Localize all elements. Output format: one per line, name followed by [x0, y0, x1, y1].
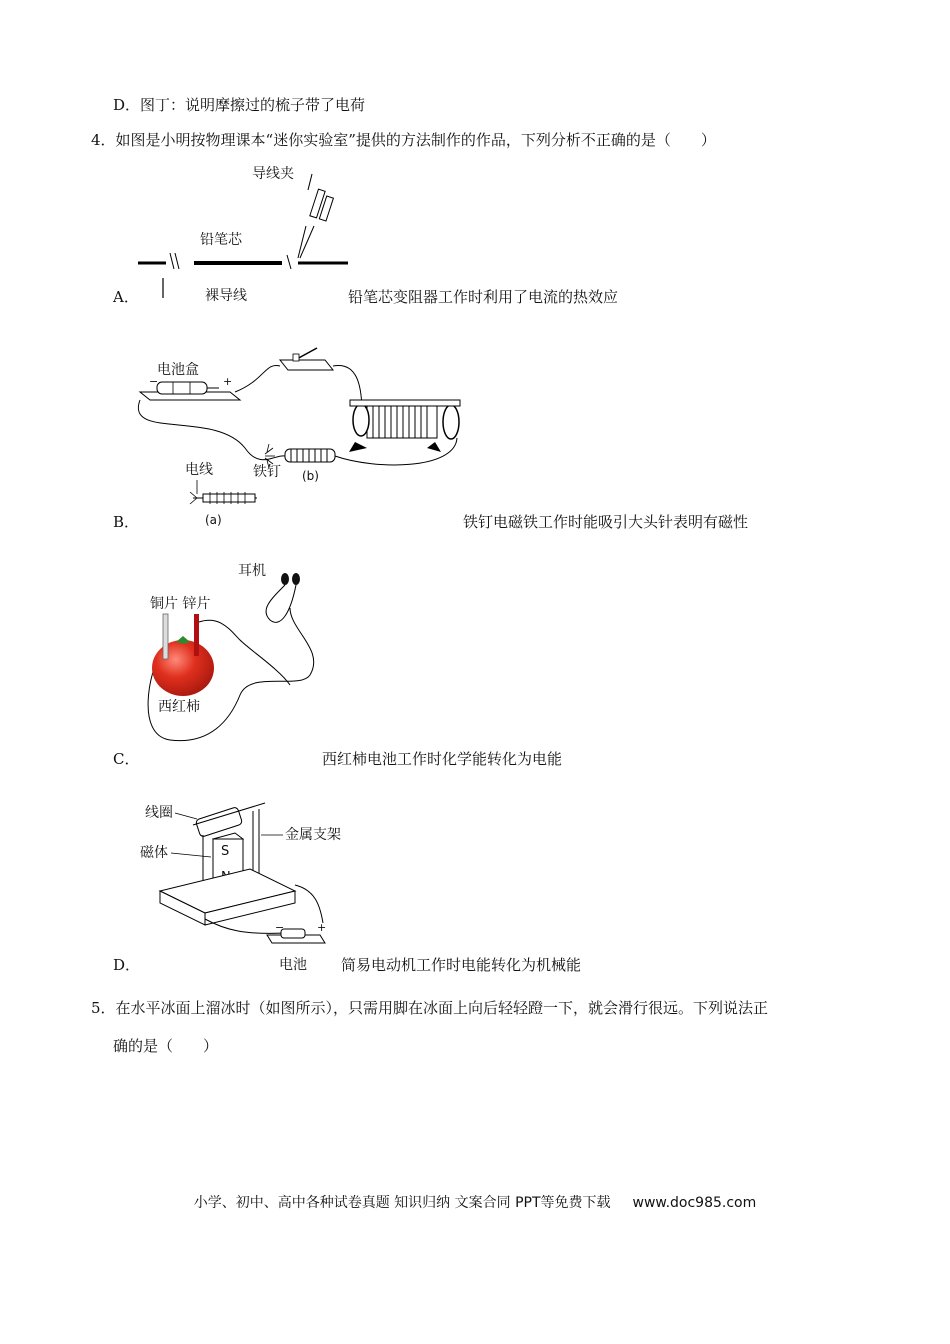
battery-box-label: 电池盒: [157, 362, 199, 378]
option-b-letter: B．: [113, 513, 140, 531]
wire-label: 电线: [185, 462, 213, 478]
magnet-label: 磁体: [140, 845, 168, 861]
motor-battery-minus: −: [275, 921, 285, 934]
option-b-text: 铁钉电磁铁工作时能吸引大头针表明有磁性: [463, 513, 749, 531]
label-b: (b): [302, 469, 319, 483]
footer-text: 小学、初中、高中各种试卷真题 知识归纳 文案合同 PPT等免费下载: [193, 1195, 611, 1211]
footer: [0, 1192, 950, 1212]
magnet-s-pole: S: [221, 844, 230, 859]
option-c-letter: C．: [113, 750, 140, 768]
bare-wire-label: 裸导线: [205, 288, 247, 304]
footer-url[interactable]: www.doc985.com: [632, 1195, 757, 1211]
q5-line1: 5．在水平冰面上溜冰时（如图所示），只需用脚在冰面上向后轻轻蹬一下，就会滑行很远。下列说法正: [91, 999, 769, 1017]
clip-label: 导线夹: [252, 166, 294, 182]
option-c-text: 西红柿电池工作时化学能转化为电能: [322, 750, 563, 768]
option-d-text: 简易电动机工作时电能转化为机械能: [341, 956, 582, 974]
battery-plus: +: [223, 375, 233, 388]
simple-motor-figure: [135, 795, 355, 975]
tomato-label: 西红柿: [158, 699, 200, 715]
option-a-letter: A．: [113, 288, 139, 306]
motor-battery-plus: +: [317, 921, 327, 934]
battery-label: 电池: [279, 957, 307, 973]
coil-label: 线圈: [145, 805, 173, 821]
option-a-text: 铅笔芯变阻器工作时利用了电流的热效应: [348, 288, 619, 306]
q3-option-d: D．图丁：说明摩擦过的梳子带了电荷: [113, 96, 366, 114]
q5-line2: 确的是（ ）: [113, 1037, 219, 1055]
earphone-label: 耳机: [238, 563, 266, 579]
copper-zinc-label: 铜片 锌片: [150, 596, 211, 612]
label-a: (a): [205, 513, 222, 527]
nail-electromagnet-figure: [135, 330, 465, 530]
metal-stand-label: 金属支架: [285, 827, 341, 843]
pencil-rheostat-figure: [130, 160, 360, 305]
pencil-lead-label: 铅笔芯: [200, 232, 242, 248]
tomato-battery-figure: [140, 560, 330, 750]
option-d-letter: D．: [113, 956, 141, 974]
nail-label: 铁钉: [253, 464, 281, 480]
q4-stem: 4．如图是小明按物理课本“迷你实验室”提供的方法制作的作品，下列分析不正确的是（ ）: [91, 131, 716, 149]
battery-minus: −: [149, 375, 159, 388]
